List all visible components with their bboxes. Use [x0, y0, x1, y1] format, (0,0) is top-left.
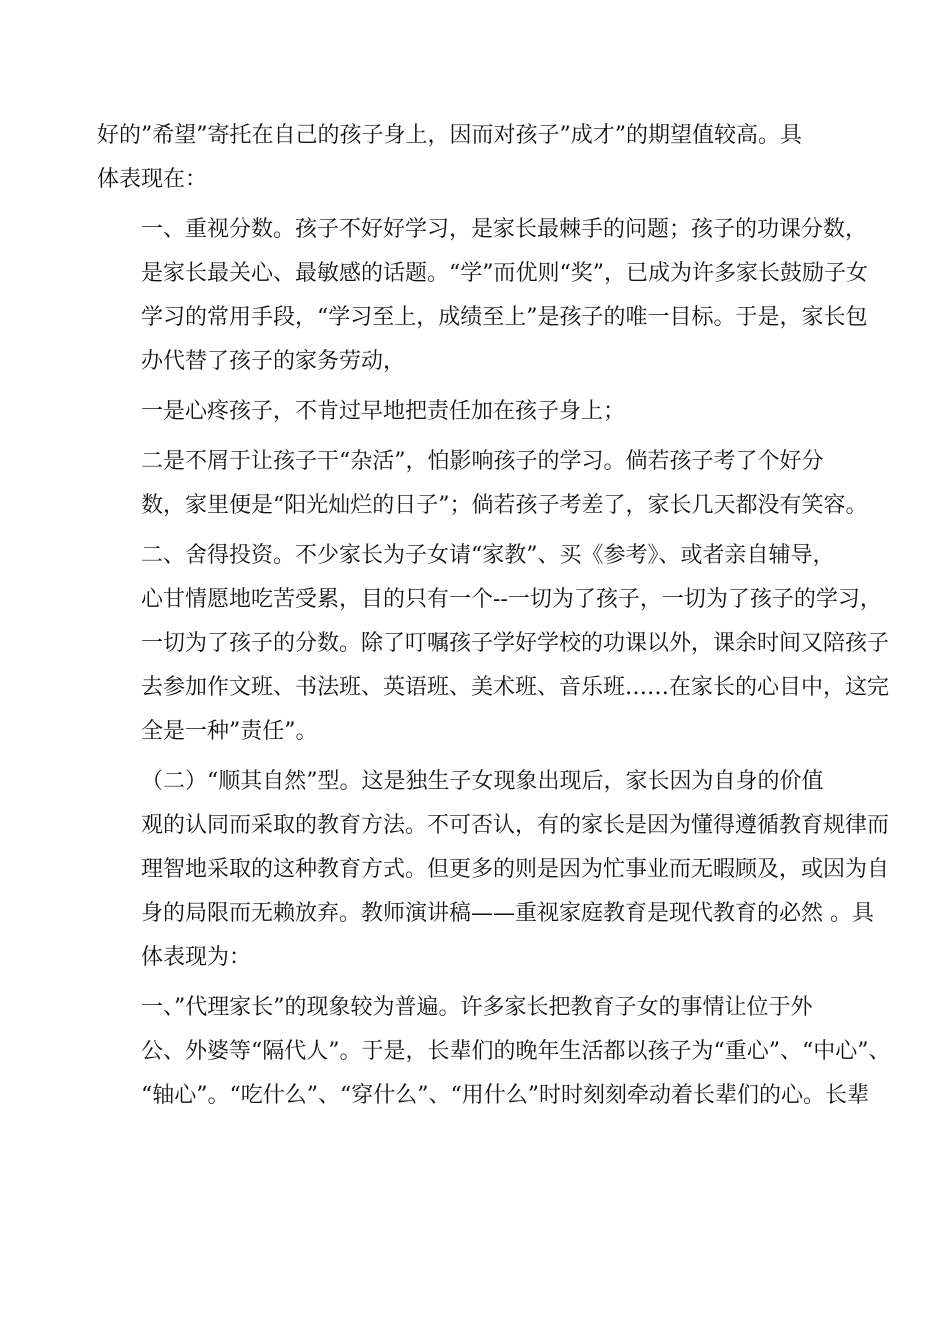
text-line: 一是心疼孩子，不肯过早地把责任加在孩子身上；	[141, 399, 626, 424]
paragraph	[97, 208, 868, 384]
text-line: 是家长最关心、最敏感的话题。“学”而优则“奖”，已成为许多家长鼓励子女	[141, 261, 868, 286]
text-line: “轴心”。“吃什么”、“穿什么”、“用什么”时时刻刻牵动着长辈们的心。长辈	[141, 1083, 869, 1108]
text-line: 全是一种”责任”。	[141, 719, 318, 744]
text-line: 一切为了孩子的分数。除了叮嘱孩子学好学校的功课以外，课余时间又陪孩子	[141, 631, 890, 656]
paragraph	[97, 986, 891, 1118]
text-line: 一、”代理家长”的现象较为普遍。许多家长把教育子女的事情让位于外	[141, 995, 813, 1020]
text-line: 好的”希望”寄托在自己的孩子身上，因而对孩子”成才”的期望值较高。具	[97, 123, 802, 148]
text-line: 二、舍得投资。不少家长为子女请“家教”、买《参考》、或者亲自辅导，	[141, 543, 835, 568]
text-line: 学习的常用手段，“学习至上，成绩至上”是孩子的唯一目标。于是，家长包	[141, 305, 868, 330]
text-line: 心甘情愿地吃苦受累，目的只有一个--一切为了孩子，一切为了孩子的学习，	[141, 587, 882, 612]
text-line: 办代替了孩子的家务劳动，	[141, 349, 406, 374]
text-line: 观的认同而采取的教育方法。不可否认，有的家长是因为懂得遵循教育规律而	[141, 813, 890, 838]
text-line: 一、重视分数。孩子不好好学习，是家长最棘手的问题；孩子的功课分数，	[141, 217, 868, 242]
text-line: 体表现在：	[97, 167, 208, 192]
paragraph	[97, 114, 855, 202]
paragraph	[97, 534, 890, 754]
paragraph	[97, 390, 855, 434]
text-line: 体表现为：	[141, 945, 252, 970]
text-line: 身的局限而无赖放弃。教师演讲稿——重视家庭教育是现代教育的必然 。具	[141, 901, 874, 926]
text-line: 去参加作文班、书法班、英语班、美术班、音乐班……在家长的心目中，这完	[141, 675, 890, 700]
paragraph	[97, 760, 890, 980]
text-line: 公、外婆等“隔代人”。于是，长辈们的晚年生活都以孩子为“重心”、“中心”、	[141, 1039, 891, 1064]
text-line: 数，家里便是“阳光灿烂的日子”；倘若孩子考差了，家长几天都没有笑容。	[141, 493, 868, 518]
text-line: 二是不屑于让孩子干“杂活”，怕影响孩子的学习。倘若孩子考了个好分	[141, 449, 824, 474]
text-line: 理智地采取的这种教育方式。但更多的则是因为忙事业而无暇顾及，或因为自	[141, 857, 890, 882]
text-line: （二）“顺其自然”型。这是独生子女现象出现后，家长因为自身的价值	[141, 769, 824, 794]
paragraph	[97, 440, 868, 528]
document-body	[97, 114, 891, 1118]
